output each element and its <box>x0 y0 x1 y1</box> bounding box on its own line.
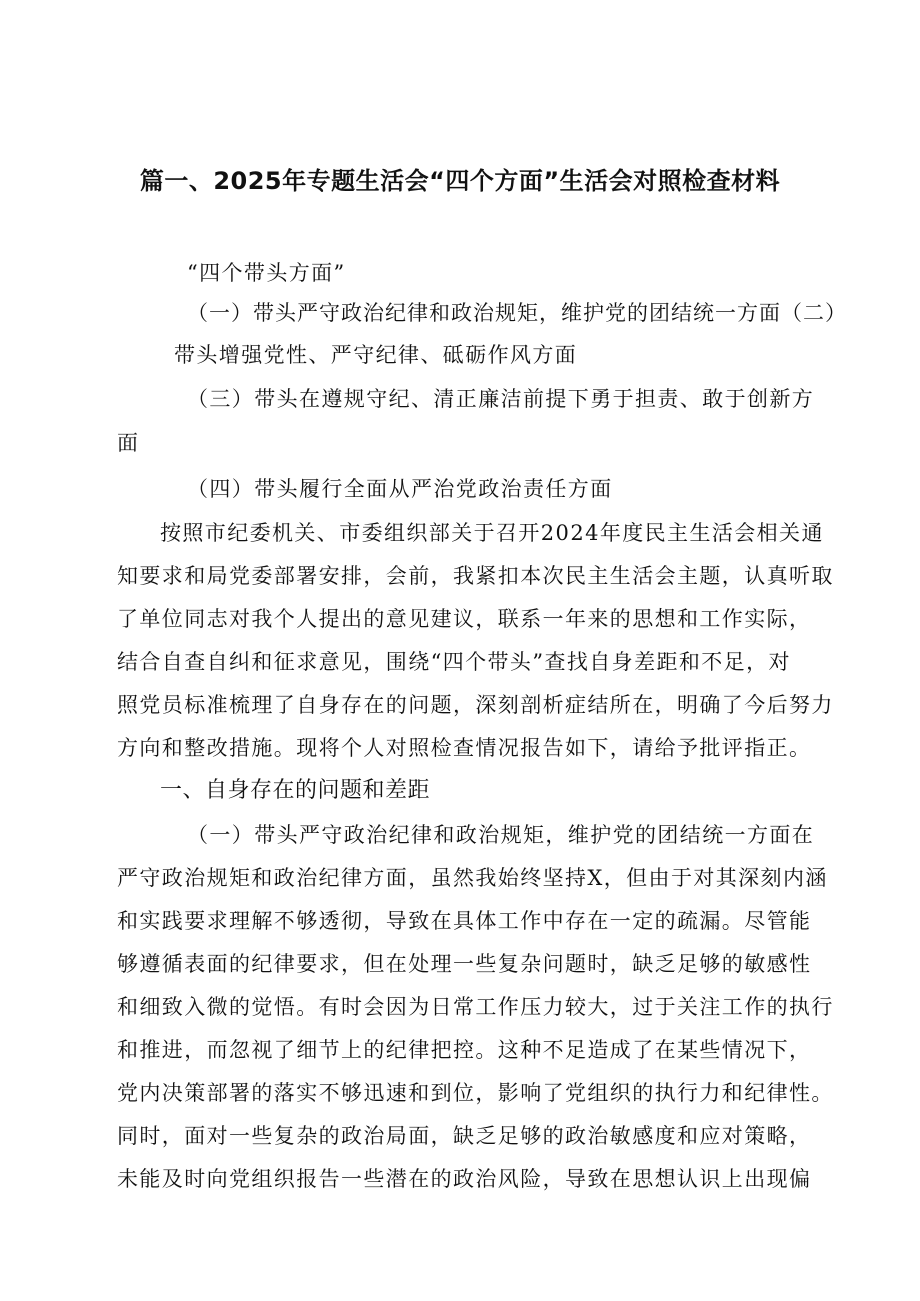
section-1-line-3: 和实践要求理解不够透彻，导致在具体工作中存在一定的疏漏。尽管能 <box>117 909 812 933</box>
intro-line-4: 结合自查自纠和征求意见，围绕“四个带头”查找自身差距和不足，对 <box>117 650 791 674</box>
outline-item-1-line-2: 带头增强党性、严守纪律、砥砺作风方面 <box>174 343 578 367</box>
section-1-line-9: 未能及时向党组织报告一些潜在的政治风险，导致在思想认识上出现偏 <box>117 1167 812 1191</box>
intro-line-5: 照党员标准梳理了自身存在的问题，深刻剖析症结所在，明确了今后努力 <box>117 693 834 717</box>
intro-line-6: 方向和整改措施。现将个人对照检查情况报告如下，请给予批评指正。 <box>117 736 812 760</box>
document-title: 篇一、2025年专题生活会“四个方面”生活会对照检查材料 <box>139 167 781 195</box>
section-1-line-6: 和推进，而忽视了细节上的纪律把控。这种不足造成了在某些情况下， <box>117 1038 812 1062</box>
outline-heading: “四个带头方面” <box>187 261 346 285</box>
intro-line-3: 了单位同志对我个人提出的意见建议，联系一年来的思想和工作实际， <box>117 607 812 631</box>
section-1-line-2: 严守政治规矩和政治纪律方面，虽然我始终坚持X，但由于对其深刻内涵 <box>117 866 828 890</box>
outline-item-4: （四）带头履行全面从严治党政治责任方面 <box>187 477 613 501</box>
outline-item-3-line-2: 面 <box>117 431 140 455</box>
section-1-line-5: 和细致入微的觉悟。有时会因为日常工作压力较大，过于关注工作的执行 <box>117 995 834 1019</box>
intro-line-1: 按照市纪委机关、市委组织部关于召开2024年度民主生活会相关通 <box>160 521 824 545</box>
intro-line-2: 知要求和局党委部署安排，会前，我紧扣本次民主生活会主题，认真听取 <box>117 564 834 588</box>
outline-item-1-line-1: （一）带头严守政治纪律和政治规矩，维护党的团结统一方面（二） <box>187 301 847 325</box>
section-1-line-8: 同时，面对一些复杂的政治局面，缺乏足够的政治敏感度和应对策略， <box>117 1124 812 1148</box>
section-1-line-4: 够遵循表面的纪律要求，但在处理一些复杂问题时，缺乏足够的敏感性 <box>117 952 812 976</box>
section-1-line-7: 党内决策部署的落实不够迅速和到位，影响了党组织的执行力和纪律性。 <box>117 1081 834 1105</box>
section-1-line-1: （一）带头严守政治纪律和政治规矩，维护党的团结统一方面在 <box>187 823 815 847</box>
section-1-heading: 一、自身存在的问题和差距 <box>160 778 431 803</box>
outline-item-3-line-1: （三）带头在遵规守纪、清正廉洁前提下勇于担责、敢于创新方 <box>187 387 815 411</box>
